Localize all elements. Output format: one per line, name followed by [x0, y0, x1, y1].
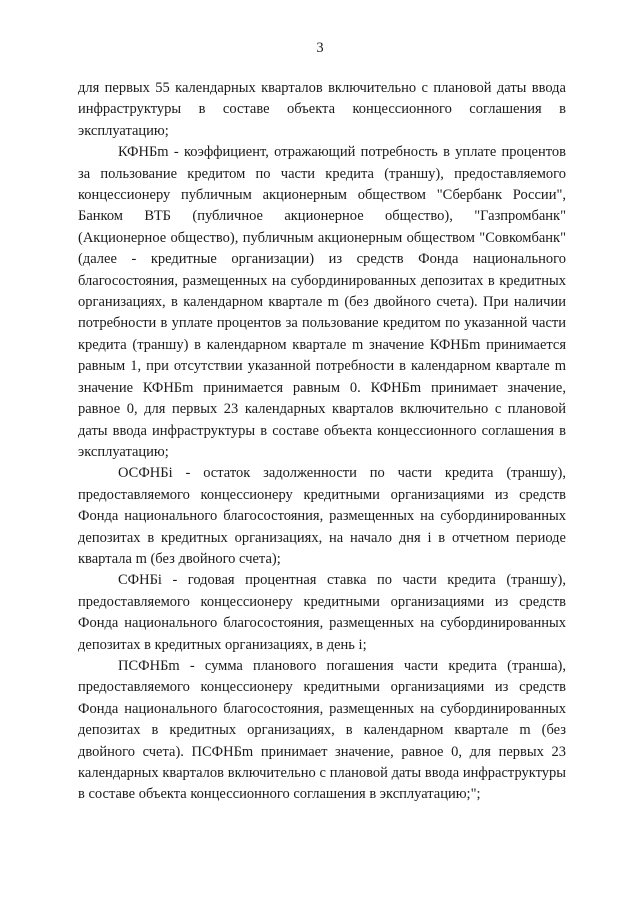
paragraph-kfnb-definition: КФНБm - коэффициент, отражающий потребность в уплате процентов за пользование кредитом по части кредита (траншу), предоставляемого концессионеру публичным акционерным обществом "Сбербанк России", Банком ВТБ (публичное акционерное общество), "Газпромбанк" (Акционерное общество), публичным акционерным обществом "Совкомбанк" (далее - кредитные организации) из средств Фонда национального благосостояния, размещенных на субординированных депозитах в кредитных организациях, в календарном квартале m (без двойного счета). При наличии потребности в уплате процентов за пользование кредитом по указанной части кредита (траншу) в календарном квартале m значение КФНБm принимается равным 1, при отсутствии указанной потребности в календарном квартале m значение КФНБm принимается равным 0. КФНБm принимает значение, равное 0, для первых 23 календарных кварталов включительно с плановой даты ввода инфраструктуры в составе объекта концессионного соглашения в эксплуатацию; [78, 144, 566, 460]
document-body [78, 78, 566, 806]
paragraph-sfnb-definition: СФНБi - годовая процентная ставка по части кредита (траншу), предоставляемого концессионеру кредитными организациями из средств Фонда национального благосостояния, размещенных на субординированных депозитах в кредитных организациях, в день i; [78, 572, 566, 653]
paragraph-continuation: для первых 55 календарных кварталов включительно с плановой даты ввода инфраструктуры в составе объекта концессионного соглашения в эксплуатацию; [78, 80, 566, 139]
paragraph-osfnb-definition: ОСФНБi - остаток задолженности по части кредита (траншу), предоставляемого концессионеру кредитными организациями из средств Фонда национального благосостояния, размещенных на субординированных депозитах в кредитных организациях, на начало дня i в отчетном периоде квартала m (без двойного счета); [78, 465, 566, 567]
page-number: 3 [316, 40, 324, 56]
paragraph-psfnb-definition: ПСФНБm - сумма планового погашения части кредита (транша), предоставляемого концессионеру кредитными организациями из средств Фонда национального благосостояния, размещенных на субординированных депозитах в кредитных организациях, в календарном квартале m (без двойного счета). ПСФНБm принимает значение, равное 0, для первых 23 календарных кварталов включительно с плановой даты ввода инфраструктуры в составе объекта концессионного соглашения в эксплуатацию;"; [78, 657, 566, 803]
